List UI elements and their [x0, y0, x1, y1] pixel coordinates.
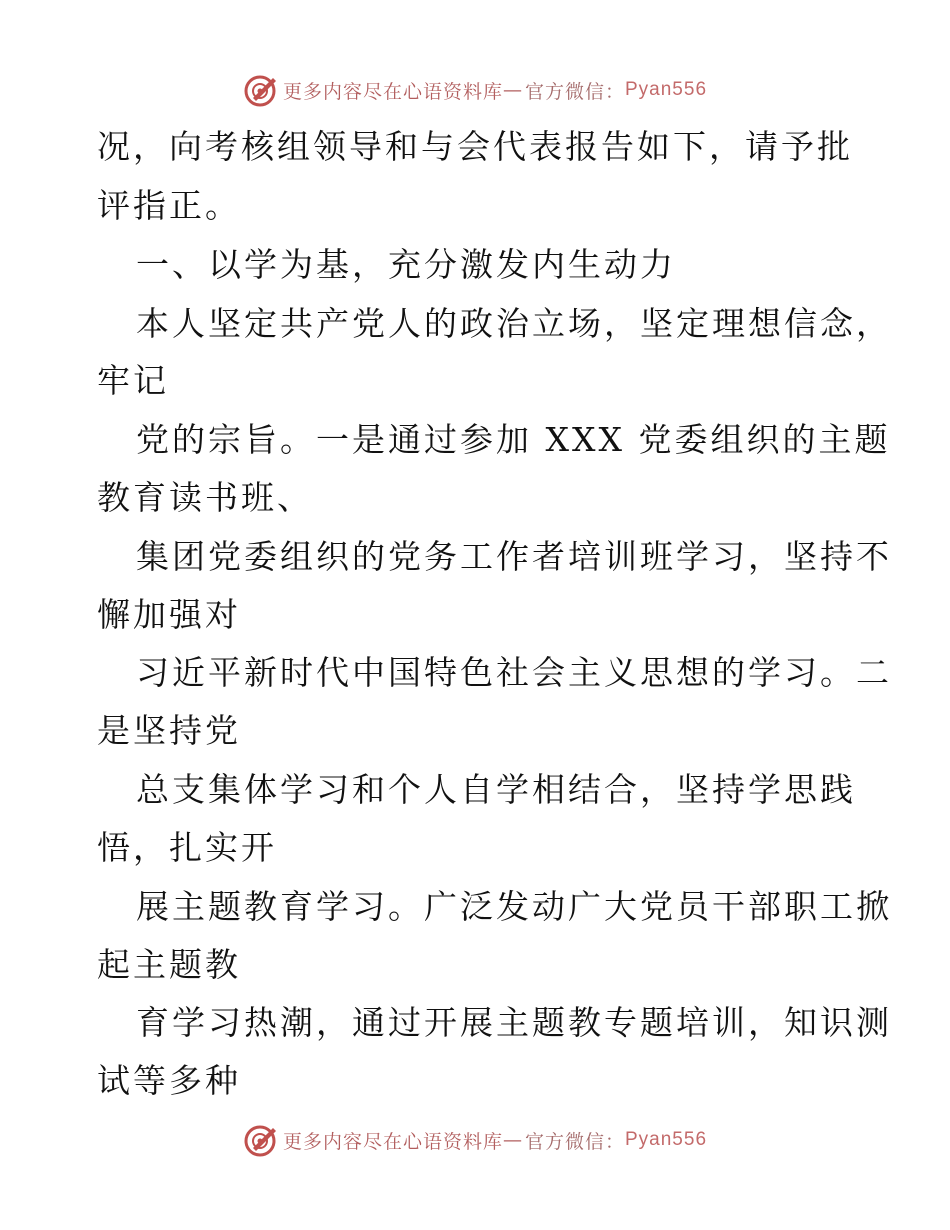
body-line: 试等多种 — [97, 1061, 241, 1100]
footer-watermark — [0, 1120, 950, 1160]
footer-watermark-text: 更多内容尽在心语资料库 — [282, 1130, 503, 1153]
pen-logo-icon — [243, 72, 279, 108]
header-dash: — — [502, 79, 523, 101]
body-line: 展主题教育学习。广泛发动广大党员干部职工掀 — [136, 887, 892, 926]
body-line: 党的宗旨。一是通过参加 XXX 党委组织的主题 — [136, 420, 891, 459]
body-line: 况，向考核组领导和与会代表报告如下，请予批 — [97, 127, 853, 166]
body-line: 牢记 — [97, 361, 169, 400]
body-line: 评指正。 — [97, 186, 241, 225]
body-line: 本人坚定共产党人的政治立场，坚定理想信念， — [136, 304, 892, 343]
body-line: 懈加强对 — [97, 595, 241, 634]
footer-dash: — — [502, 1129, 523, 1151]
body-line: 集团党委组织的党务工作者培训班学习，坚持不 — [136, 537, 892, 576]
header-wechat-id: Pyan556 — [625, 79, 708, 100]
body-line: 习近平新时代中国特色社会主义思想的学习。二 — [136, 653, 892, 692]
footer-wechat-id: Pyan556 — [625, 1129, 708, 1150]
header-watermark — [0, 70, 950, 110]
section-heading: 一、以学为基，充分激发内生动力 — [136, 245, 676, 284]
header-watermark-text: 更多内容尽在心语资料库 — [282, 80, 503, 103]
body-line: 教育读书班、 — [97, 478, 313, 517]
footer-wechat-label: 官方微信： — [524, 1130, 625, 1153]
body-line: 悟，扎实开 — [97, 828, 277, 867]
pen-logo-icon — [243, 1122, 279, 1158]
body-line: 是坚持党 — [97, 711, 241, 750]
body-line: 育学习热潮，通过开展主题教专题培训，知识测 — [136, 1003, 892, 1042]
body-line: 总支集体学习和个人自学相结合，坚持学思践 — [136, 770, 856, 809]
header-wechat-label: 官方微信： — [524, 80, 625, 103]
body-line: 起主题教 — [97, 945, 241, 984]
